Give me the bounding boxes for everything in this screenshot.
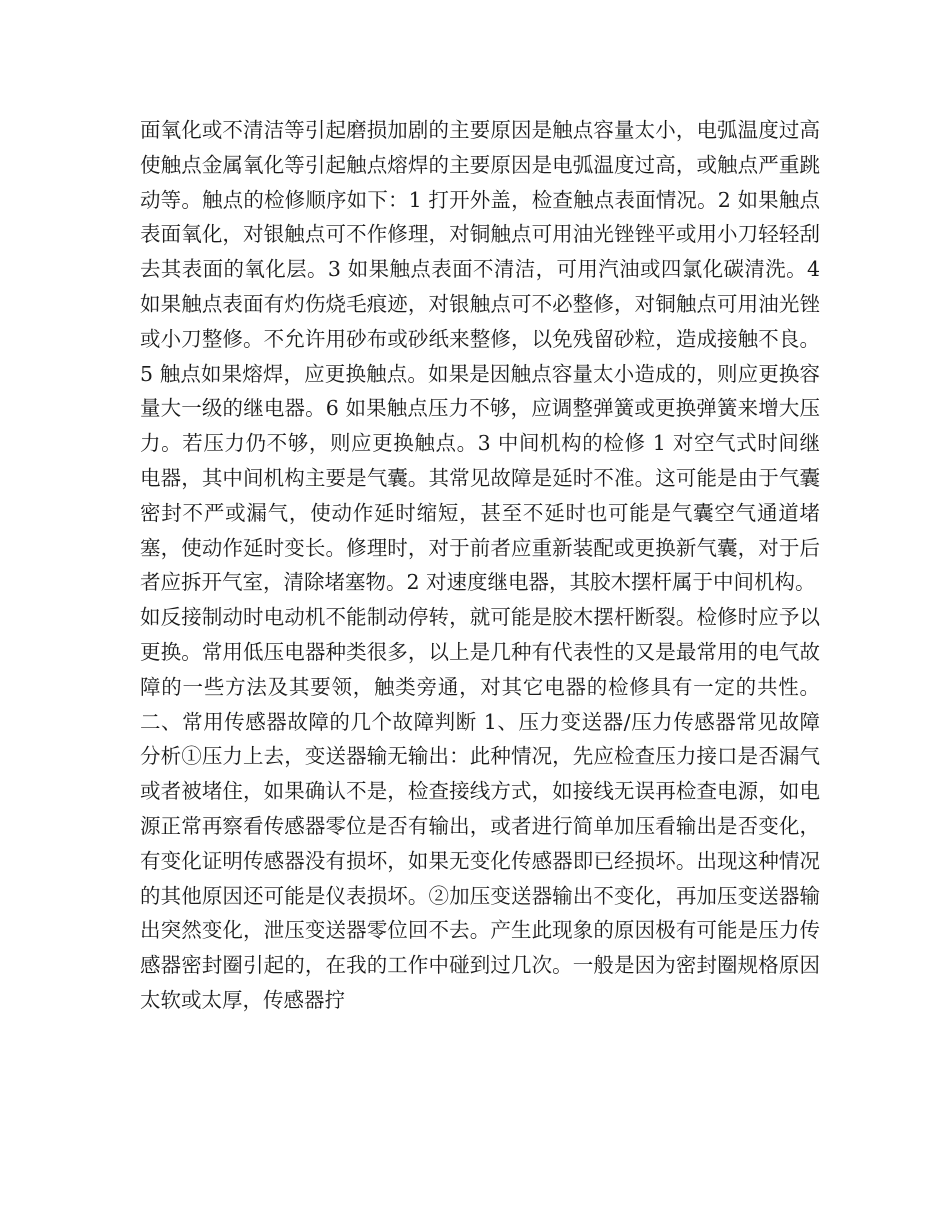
document-body — [140, 113, 820, 1018]
paragraph-contact-and-relay-repair: 面氧化或不清洁等引起磨损加剧的主要原因是触点容量太小，电弧温度过高使触点金属氧化等引起触点熔焊的主要原因是电弧温度过高，或触点严重跳动等。触点的检修顺序如下：1 打开外盖，检查触点表面情况。2 如果触点表面氧化，对银触点可不作修理，对铜触点可用油光锉锉平或用小刀轻轻刮去其表面的氧化层。3 如果触点表面不清洁，可用汽油或四氯化碳清洗。4 如果触点表面有灼伤烧毛痕迹，对银触点可不必整修，对铜触点可用油光锉或小刀整修。不允许用砂布或砂纸来整修，以免残留砂粒，造成接触不良。5 触点如果熔焊，应更换触点。如果是因触点容量太小造成的，则应更换容量大一级的继电器。6 如果触点压力不够，应调整弹簧或更换弹簧来增大压力。若压力仍不够，则应更换触点。3 中间机构的检修 1 对空气式时间继电器，其中间机构主要是气囊。其常见故障是延时不准。这可能是由于气囊密封不严或漏气，使动作延时缩短，甚至不延时也可能是气囊空气通道堵塞，使动作延时变长。修理时，对于前者应重新装配或更换新气囊，对于后者应拆开气室，清除堵塞物。2 对速度继电器，其胶木摆杆属于中间机构。 — [140, 118, 820, 595]
paragraph-sensor-fault-analysis: 如反接制动时电动机不能制动停转，就可能是胶木摆杆断裂。检修时应予以更换。常用低压电器种类很多，以上是几种有代表性的又是最常用的电气故障的一些方法及其要领，触类旁通，对其它电器的检修具有一定的共性。二、常用传感器故障的几个故障判断 1、压力变送器/压力传感器常见故障分析①压力上去，变送器输无输出：此种情况，先应检查压力接口是否漏气或者被堵住，如果确认不是，检查接线方式，如接线无误再检查电源，如电源正常再察看传感器零位是否有输出，或者进行简单加压看输出是否变化，有变化证明传感器没有损坏，如果无变化传感器即已经损坏。出现这种情况的其他原因还可能是仪表损坏。②加压变送器输出不变化，再加压变送器输出突然变化，泄压变送器零位回不去。产生此现象的原因极有可能是压力传感器密封圈引起的，在我的工作中碰到过几次。一般是因为密封圈规格原因太软或太厚，传感器拧 — [140, 605, 820, 1012]
